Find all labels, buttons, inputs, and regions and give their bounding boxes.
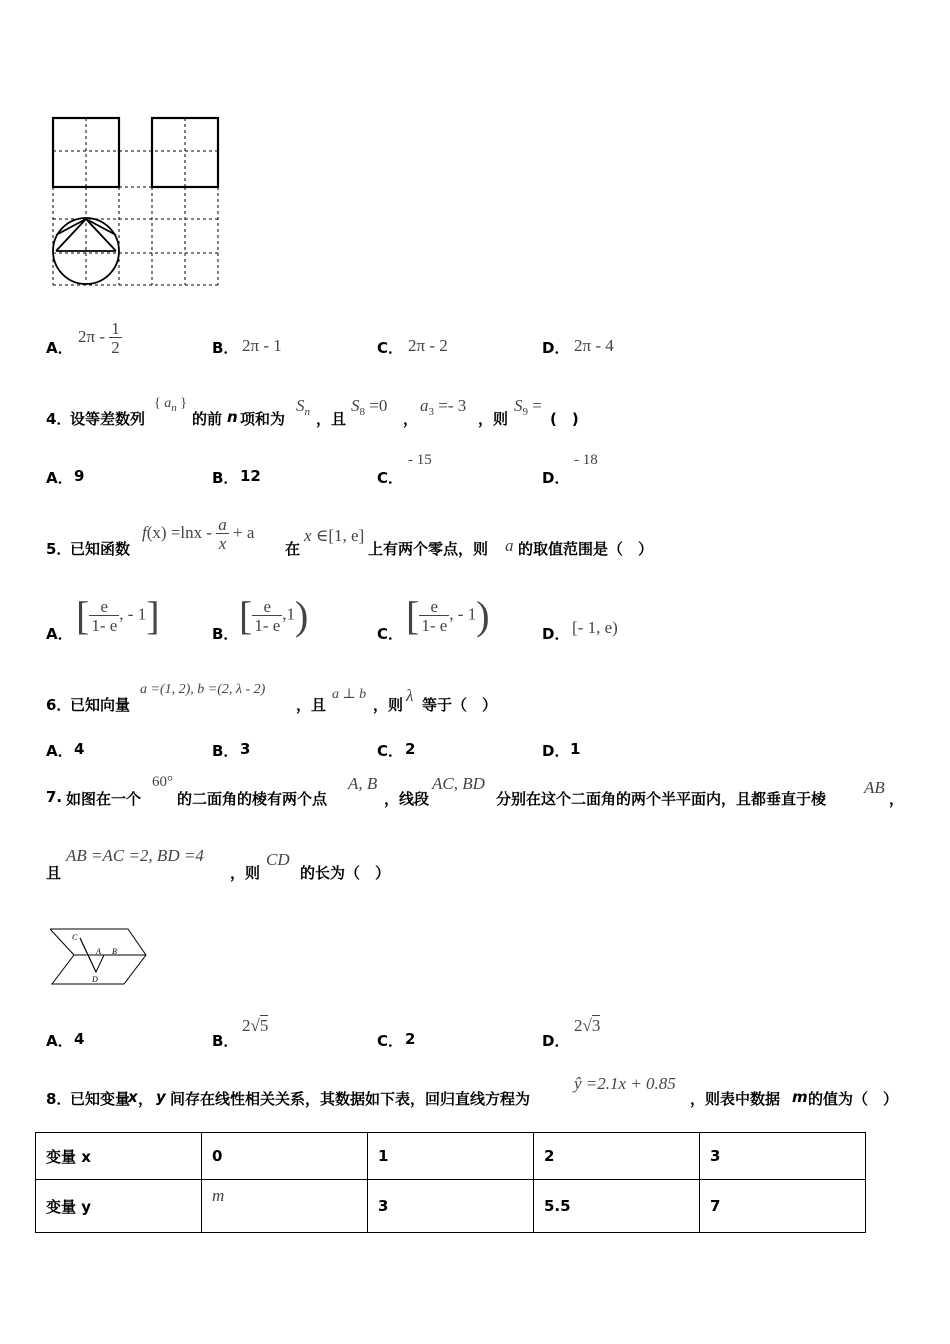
q5-frac-den: x [216,533,229,552]
q8-text-1: 已知变量 [70,1090,131,1108]
q4-S9-sub: 9 [522,406,528,418]
table-cell: m [202,1180,368,1233]
q5-option-c-label: C． [377,625,404,643]
q7-points: A, B [348,774,378,793]
q7-option-d-label: D． [542,1032,570,1050]
q5-b-den: 1- e [254,615,281,635]
table-cell: 0 [202,1133,368,1180]
q6-perp: a ⊥ b [332,687,367,702]
q7-text-7: ，则 [230,864,261,882]
q4-option-c-label: C． [377,469,404,487]
q7-b-coef: 2 [242,1016,251,1035]
q6-option-a-value: 4 [74,740,85,758]
option-c-label: C． [377,339,404,357]
q8-text-2: 间存在线性相关关系，其数据如下表，回归直线方程为 [170,1090,531,1108]
q4-a3 [420,396,466,418]
option-a-num: 1 [111,319,120,338]
q8-data-table [35,1132,866,1233]
q4-option-d-value: - 18 [574,452,598,468]
q5-domain [304,526,364,546]
q5-a-num: e [100,596,109,616]
q4-S9-s: S [514,396,523,415]
q5-text-2: 在 [285,540,301,558]
q4-seq-a: a [164,396,172,411]
q5-c-close: ) [476,593,490,638]
q6-number: 6． [46,696,72,714]
q7-text-2: 的二面角的棱有两个点 [177,790,328,808]
q7-text-5: ， [889,790,905,808]
question-7-line-2 [46,846,926,882]
q5-option-d-expr: [- 1, e) [572,618,618,637]
q7-edge: AB [864,778,885,797]
question-7-line-1 [46,772,926,812]
q4-seq: { $a_n$ } [154,396,187,414]
q5-options [46,590,926,650]
option-a-expr-pre: 2π - [78,326,110,346]
q4-S9 [514,396,542,418]
q6-option-c-label: C． [377,742,404,760]
q8-y: y [156,1088,166,1106]
q4-n: n [227,408,238,426]
q7-option-a-label: A． [46,1032,73,1050]
option-d-label: D． [542,339,570,357]
q5-option-b-expr [239,592,308,639]
q4-a3-a: a [420,396,429,415]
q7-text-6: 且 [46,864,62,882]
question-5 [46,512,926,562]
q6-option-b-label: B． [212,742,239,760]
q5-b-open: [ [239,593,253,638]
q5-dom-x: x [304,526,312,545]
q5-ftail: + a [228,522,255,542]
q5-option-a-label: A． [46,625,73,643]
table-row [36,1180,866,1233]
option-a-expr [78,320,122,356]
q3-options [46,312,906,362]
q4-S: S [296,396,305,415]
q4-option-d-label: D． [542,469,570,487]
q6-text-4: 等于（ ） [422,696,498,714]
q4-option-c-value: - 15 [408,452,432,468]
q7-option-a-value: 4 [74,1030,85,1048]
q5-feq: =lnx - [166,522,217,542]
q7-cd: CD [266,850,290,869]
q7-text-8: 的长为（ ） [300,864,391,882]
fig-label-d: D [92,975,98,984]
q7-b-rad: 5 [259,1016,269,1035]
q5-a-den: 1- e [91,615,118,635]
q6-vectors: a =(1, 2), b =(2, λ - 2) [140,682,266,697]
table-cell: 2 [534,1133,700,1180]
q7-option-d-value: 2√3 [574,1016,601,1035]
option-a-label: A． [46,339,73,357]
fig-label-b: B [112,947,117,956]
q5-f: f [142,522,147,542]
q6-text-3: ，则 [373,696,404,714]
q4-S8-s: S [351,396,360,415]
q6-option-d-label: D． [542,742,570,760]
q4-comma: ， [403,410,419,428]
q5-fx: (x) [146,522,167,542]
q4-text-5: ，则 [478,410,509,428]
q5-c-num: e [430,596,439,616]
q6-text-1: 已知向量 [70,696,131,714]
option-a-den: 2 [111,338,120,357]
q8-number: 8． [46,1090,72,1108]
q4-a3-rhs: =- 3 [434,396,467,415]
table-cell: 7 [700,1180,866,1233]
q5-text-1: 已知函数 [70,540,131,558]
q7-text-1: 如图在一个 [66,790,142,808]
option-c-expr: 2π - 2 [408,336,448,355]
q4-text-3: 项和为 [240,410,286,428]
q4-S9-rhs: = [528,396,542,415]
q5-b-num: e [263,596,272,616]
q4-text-2: 的前 [192,410,223,428]
q7-segments: AC, BD [432,774,485,793]
question-8 [46,1072,926,1112]
question-6 [46,682,926,716]
q7-d-coef: 2 [574,1016,583,1035]
q8-m: m [792,1088,808,1106]
q4-S8-rhs: =0 [365,396,388,415]
q4-option-b-value: 12 [240,467,261,485]
table-cell: 3 [368,1180,534,1233]
q4-number: 4． [46,410,72,428]
q7-option-c-value: 2 [405,1030,416,1048]
q8-sep: ， [138,1090,154,1108]
q4-a3-sub: 3 [428,406,434,418]
q5-b-rest: ,1 [282,604,296,624]
q7-condition: AB =AC =2, BD =4 [66,846,204,865]
q6-option-b-value: 3 [240,740,251,758]
q5-b-close: ) [295,593,309,638]
q7-options [46,1014,926,1054]
three-view-figure [50,115,222,290]
q5-c-den: 1- e [421,615,448,635]
q5-a: a [505,536,514,555]
q4-S8 [351,396,387,418]
q4-option-a-value: 9 [74,467,85,485]
q5-c-rest: , - 1 [449,604,477,624]
q6-text-2: ，且 [296,696,327,714]
q6-option-d-value: 1 [570,740,581,758]
q5-a-close: ] [146,593,160,638]
table-cell: 5.5 [534,1180,700,1233]
q5-function [142,516,254,552]
q8-text-4: 的值为（ ） [808,1090,899,1108]
q4-option-b-label: B． [212,469,239,487]
table-cell: 3 [700,1133,866,1180]
q5-option-c-expr [406,592,490,639]
q5-number: 5． [46,540,72,558]
fig-label-a: A [96,947,101,956]
q5-frac-num: a [218,515,227,534]
option-d-expr: 2π - 4 [574,336,614,355]
q8-x: x [128,1088,138,1106]
q6-lambda: λ [406,686,414,705]
option-b-expr: 2π - 1 [242,336,282,355]
q4-Sn [296,396,310,418]
q4-S-sub: n [304,406,310,418]
q4-paren: ( ) [550,410,579,428]
q5-text-3: 上有两个零点，则 [368,540,489,558]
q5-option-d-label: D． [542,625,570,643]
q5-text-4: 的取值范围是（ ） [518,540,654,558]
q4-text-1: 设等差数列 [70,410,146,428]
table-row [36,1133,866,1180]
dihedral-figure [46,924,152,990]
q7-text-3: ，线段 [384,790,430,808]
q7-option-b-label: B． [212,1032,239,1050]
table-cell: 变量 y [36,1180,202,1233]
q4-options [46,452,926,486]
q7-number: 7. [46,788,63,806]
q4-text-4: ，且 [316,410,347,428]
q7-text-4: 分别在这个二面角的两个半平面内，且都垂直于棱 [496,790,827,808]
q6-options [46,738,926,762]
q5-a-open: [ [76,593,90,638]
option-b-label: B． [212,339,239,357]
q4-seq-sub: n [171,402,177,414]
fig-label-c: C [72,933,78,942]
question-4 [46,394,926,434]
q5-a-rest: , - 1 [119,604,147,624]
q5-option-a-expr [76,592,160,639]
q8-equation: ŷ =2.1x + 0.85 [574,1074,676,1093]
q7-angle: 60° [152,774,173,790]
q5-c-open: [ [406,593,420,638]
q6-option-c-value: 2 [405,740,416,758]
q4-S8-sub: 8 [359,406,365,418]
q6-option-a-label: A． [46,742,73,760]
q4-option-a-label: A． [46,469,73,487]
q5-dom: ∈[1, e] [311,526,365,545]
table-cell: 1 [368,1133,534,1180]
q8-text-3: ，则表中数据 [690,1090,781,1108]
q7-d-rad: 3 [591,1016,601,1035]
q5-option-b-label: B． [212,625,239,643]
q7-option-b-value: 2√5 [242,1016,269,1035]
table-cell: 变量 x [36,1133,202,1180]
q7-option-c-label: C． [377,1032,404,1050]
